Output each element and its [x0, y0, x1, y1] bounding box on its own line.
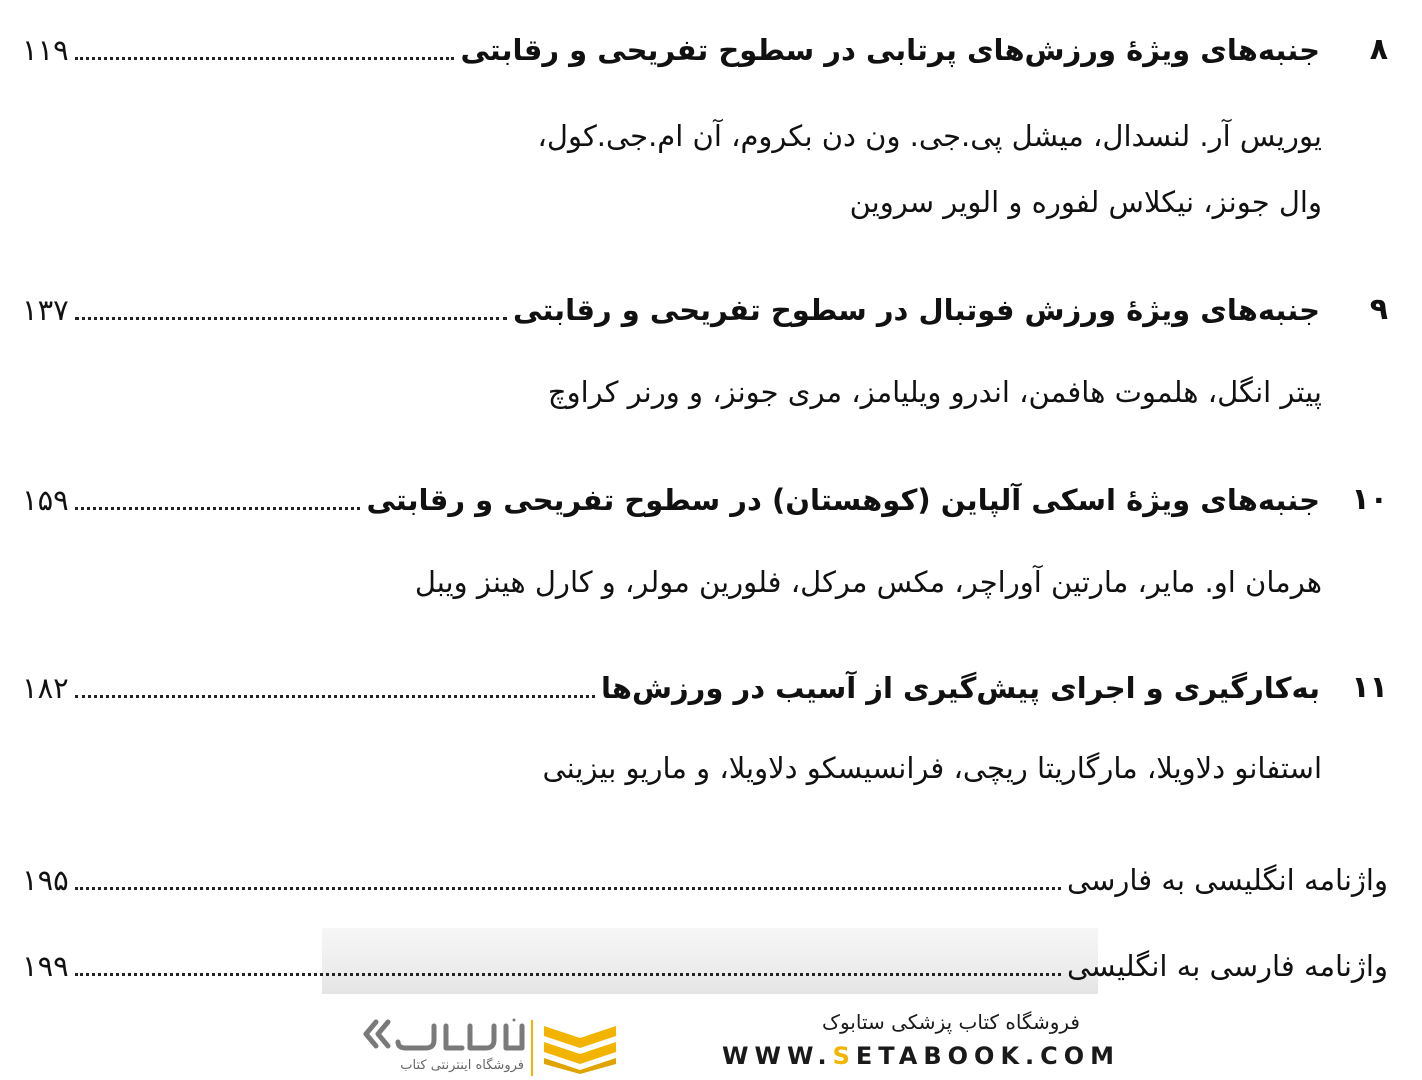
dot-leader: [75, 317, 507, 320]
page-number: ۱۸۲: [22, 671, 69, 705]
toc-entry-glossary-fa-en[interactable]: [22, 942, 1388, 986]
book-chevron-icon: [540, 1018, 620, 1074]
dot-leader: [75, 57, 455, 60]
dot-leader: [75, 887, 1061, 890]
glossary-title: واژنامه انگلیسی به فارسی: [1066, 863, 1388, 897]
dot-leader: [75, 507, 361, 510]
chapter-number: ۱۰: [1351, 482, 1388, 517]
url-prefix: WWW.: [722, 1042, 833, 1070]
chapter-authors-line: وال جونز، نیکلاس لفوره و الویر سروین: [849, 185, 1322, 219]
logo-divider: [531, 1020, 533, 1076]
dot-leader: [75, 973, 1061, 976]
chapter-number: ۹: [1369, 292, 1388, 327]
page-number: ۱۳۷: [22, 293, 69, 327]
chapter-title: جنبه‌های ویژهٔ ورزش فوتبال در سطوح تفریحی و رقابتی: [513, 293, 1320, 327]
url-highlight-letter: S: [832, 1042, 856, 1070]
toc-entry-chapter-9[interactable]: [22, 286, 1388, 330]
dot-leader: [75, 695, 595, 698]
chapter-title: جنبه‌های ویژهٔ اسکی آلپاین (کوهستان) در سطوح تفریحی و رقابتی: [366, 483, 1320, 517]
setabook-wordmark-logo: [362, 1014, 530, 1058]
chapter-authors-line: هرمان او. مایر، مارتین آوراچر، مکس مرکل، فلورین مولر، و کارل هینز ویبل: [414, 565, 1322, 599]
store-footer: [0, 1004, 1422, 1080]
glossary-title: واژنامه فارسی به انگلیسی: [1066, 949, 1388, 983]
page-number: ۱۹۵: [22, 863, 69, 897]
chapter-authors-line: استفانو دلاویلا، مارگاریتا ریچی، فرانسیسکو دلاویلا، و ماریو بیزینی: [542, 751, 1322, 785]
chapter-authors-line: یوریس آر. لنسدال، میشل پی.جی. ون دن بکروم، آن ام.جی.کول،: [537, 119, 1322, 153]
chapter-title: به‌کارگیری و اجرای پیش‌گیری از آسیب در ورزش‌ها: [600, 671, 1320, 705]
logo-tagline: فروشگاه اینترنتی کتاب: [400, 1058, 524, 1073]
chapter-number: ۱۱: [1351, 670, 1388, 705]
url-suffix: ETABOOK.COM: [855, 1042, 1121, 1070]
page-number: ۱۵۹: [22, 483, 69, 517]
store-url-link[interactable]: [722, 1042, 1120, 1070]
chapter-authors-line: پیتر انگل، هلموت هافمن، اندرو ویلیامز، مری جونز، و ورنر کراوچ: [547, 375, 1322, 409]
page-number: ۱۱۹: [22, 33, 69, 67]
toc-entry-glossary-en-fa[interactable]: [22, 856, 1388, 900]
chapter-title: جنبه‌های ویژهٔ ورزش‌های پرتابی در سطوح تفریحی و رقابتی: [460, 33, 1320, 67]
store-name: فروشگاه کتاب پزشکی ستابوک: [822, 1010, 1080, 1034]
page-number: ۱۹۹: [22, 949, 69, 983]
chapter-number: ۸: [1369, 32, 1388, 67]
toc-entry-chapter-10[interactable]: [22, 476, 1388, 520]
toc-entry-chapter-11[interactable]: [22, 664, 1388, 708]
toc-entry-chapter-8[interactable]: [22, 26, 1388, 70]
